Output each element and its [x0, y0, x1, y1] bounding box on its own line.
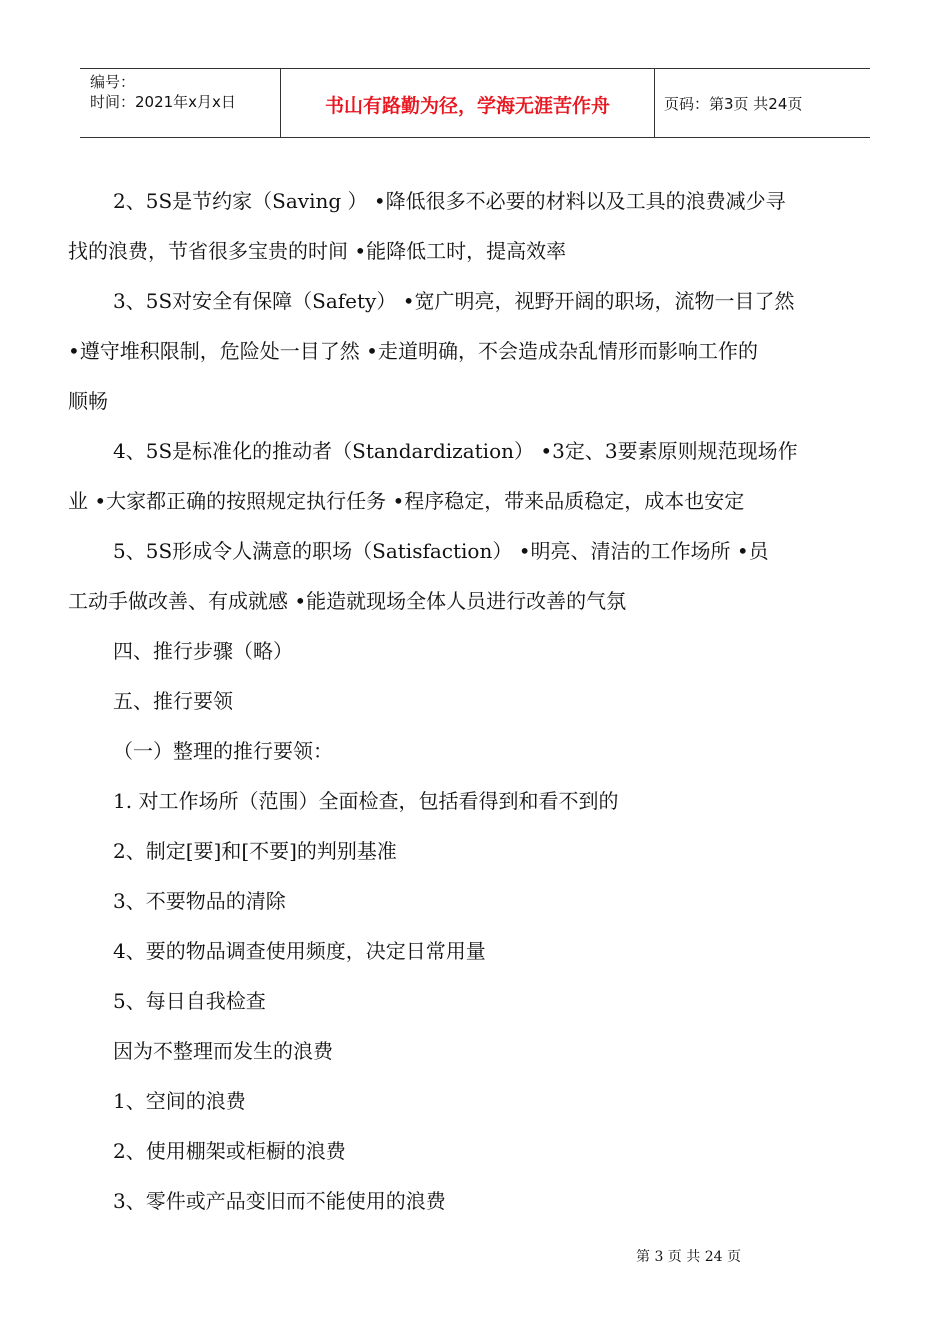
header-motto-cell — [280, 69, 655, 137]
body-line: 4、5S是标准化的推动者（Standardization） •3定、3要素原则规范现场作 — [113, 439, 798, 463]
header-info-cell — [80, 69, 280, 137]
list-item: 1、空间的浪费 — [113, 1089, 246, 1113]
document-body — [68, 176, 880, 1226]
subsection-heading: 因为不整理而发生的浪费 — [113, 1039, 333, 1063]
page-footer-number: 第 3 页 共 24 页 — [636, 1249, 741, 1265]
header-motto: 书山有路勤为径，学海无涯苦作舟 — [324, 95, 610, 117]
page-header — [80, 68, 870, 138]
body-line: 5、5S形成令人满意的职场（Satisfaction） •明亮、清洁的工作场所 •员 — [113, 539, 769, 563]
section-heading: 五、推行要领 — [113, 689, 233, 713]
body-line: 顺畅 — [68, 389, 108, 413]
list-item: 3、零件或产品变旧而不能使用的浪费 — [113, 1189, 446, 1213]
section-heading: 四、推行步骤（略） — [113, 639, 293, 663]
document-time-label: 时间：2021年x月x日 — [90, 93, 236, 111]
header-page-cell — [654, 69, 870, 137]
body-line: •遵守堆积限制，危险处一目了然 •走道明确，不会造成杂乱情形而影响工作的 — [68, 339, 758, 363]
list-item: 1. 对工作场所（范围）全面检查，包括看得到和看不到的 — [113, 789, 619, 813]
body-line: 工动手做改善、有成就感 •能造就现场全体人员进行改善的气氛 — [68, 589, 627, 613]
body-line: 2、5S是节约家（Saving ） •降低很多不必要的材料以及工具的浪费减少寻 — [113, 189, 786, 213]
body-line: 找的浪费，节省很多宝贵的时间 •能降低工时，提高效率 — [68, 239, 567, 263]
body-line: 业 •大家都正确的按照规定执行任务 •程序稳定，带来品质稳定，成本也安定 — [68, 489, 745, 513]
list-item: 2、制定[要]和[不要]的判别基准 — [113, 839, 397, 863]
header-page-label: 页码：第3页 共24页 — [664, 95, 803, 113]
subsection-heading: （一）整理的推行要领： — [113, 739, 333, 763]
list-item: 3、不要物品的清除 — [113, 889, 286, 913]
list-item: 4、要的物品调查使用频度，决定日常用量 — [113, 939, 486, 963]
list-item: 5、每日自我检查 — [113, 989, 266, 1013]
document-number-label: 编号： — [90, 73, 136, 91]
list-item: 2、使用棚架或柜橱的浪费 — [113, 1139, 346, 1163]
body-line: 3、5S对安全有保障（Safety） •宽广明亮，视野开阔的职场，流物一目了然 — [113, 289, 795, 313]
